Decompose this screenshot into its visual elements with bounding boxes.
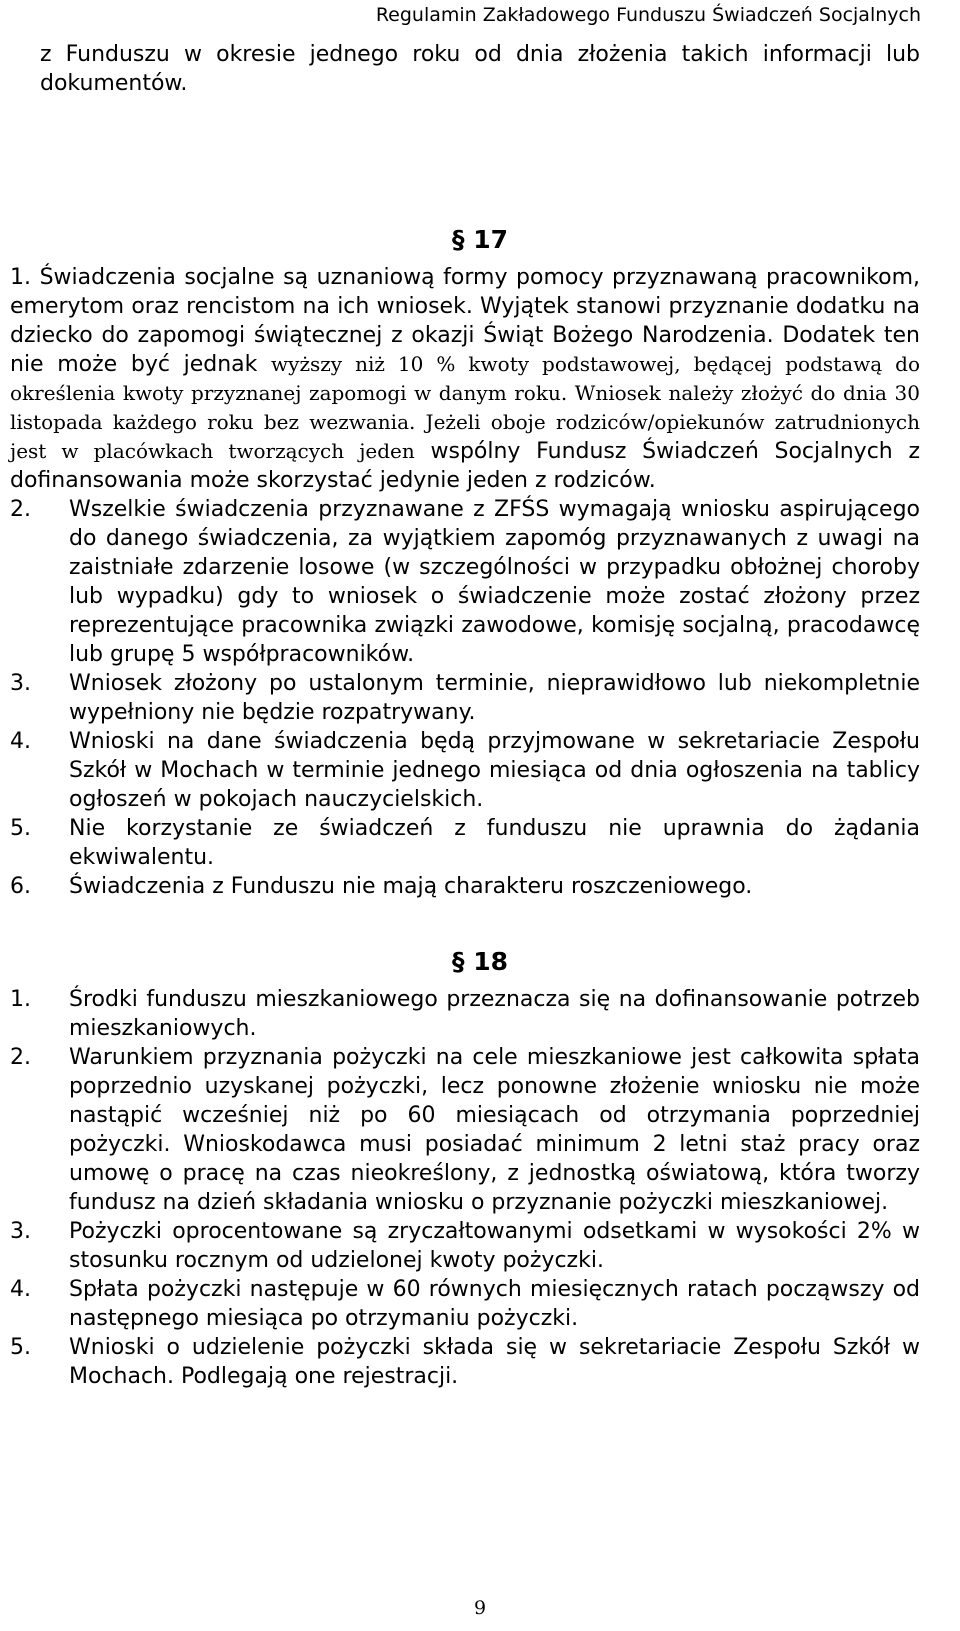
item-number: 4.: [10, 729, 31, 754]
section-17-title: § 17: [452, 225, 508, 254]
item-text: Pożyczki oprocentowane są zryczałtowanymi odsetkami w wysokości 2% w stosunku rocznym od udzielonej kwoty pożyczki.: [69, 1219, 920, 1273]
item-text-sans-end: wspólny Fundusz Świadczeń Socjalnych z dofinansowania może skorzystać jedynie jeden z rodziców.: [10, 439, 921, 493]
item-number: 1.: [10, 987, 31, 1012]
section-18-list: [10, 985, 920, 1391]
item-text: Wnioski na dane świadczenia będą przyjmowane w sekretariacie Zespołu Szkół w Mochach w terminie jednego miesiąca od dnia ogłoszenia na tablicy ogłoszeń w pokojach nauczycielskich.: [69, 729, 920, 812]
item-text-serif: wyższy niż 10 % kwoty podstawowej, będącej podstawą do określenia kwoty przyznanej zapomogi w danym roku. Wniosek należy złożyć do dnia 30 listopada każdego roku bez wezwania. Jeżeli oboje rodziców/opiekunów zatrudnionych jest w placówkach tworzących jeden: [10, 352, 920, 463]
document-body: [10, 40, 921, 1391]
item-number: 2.: [10, 1045, 31, 1070]
item-text: Nie korzystanie ze świadczeń z funduszu nie uprawnia do żądania ekwiwalentu.: [69, 816, 920, 870]
item-text: Spłata pożyczki następuje w 60 równych miesięcznych ratach począwszy od następnego miesiąca po otrzymaniu pożyczki.: [69, 1277, 920, 1331]
item-text: Wniosek złożony po ustalonym terminie, nieprawidłowo lub niekompletnie wypełniony nie będzie rozpatrywany.: [69, 671, 920, 725]
item-text: Wnioski o udzielenie pożyczki składa się w sekretariacie Zespołu Szkół w Mochach. Podlegają one rejestracji.: [69, 1335, 920, 1389]
item-number: 2.: [10, 497, 31, 522]
item-text-sans: Świadczenia socjalne są uznaniową formy pomocy przyznawaną pracownikom, emerytom oraz rencistom na ich wniosek. Wyjątek stanowi przyznanie dodatku na dziecko do zapomogi świątecznej z okazji Świąt Bożego Narodzenia. Dodatek ten nie może być jednak: [10, 265, 920, 377]
item-text: Warunkiem przyznania pożyczki na cele mieszkaniowe jest całkowita spłata poprzednio uzyskanej pożyczki, lecz ponowne złożenie wniosku nie może nastąpić wcześniej niż po 60 miesiącach od otrzymania poprzedniej pożyczki. Wnioskodawca musi posiadać minimum 2 letni staż pracy oraz umowę o pracę na czas nieokreślony, z jednostką oświatową, która tworzy fundusz na dzień składania wniosku o przyznanie pożyczki mieszkaniowej.: [69, 1045, 920, 1215]
intro-paragraph: z Funduszu w okresie jednego roku od dnia złożenia takich informacji lub dokumentów.: [40, 42, 920, 96]
item-text: Świadczenia z Funduszu nie mają charakteru roszczeniowego.: [69, 874, 753, 899]
section-17-item-2: [10, 495, 920, 669]
item-text: Wszelkie świadczenia przyznawane z ZFŚS wymagają wniosku aspirującego do danego świadczenia, za wyjątkiem zapomóg przyznawanych z uwagi na zaistniałe zdarzenie losowe (w szczególności w przypadku obłożnej choroby lub wypadku) gdy to wniosek o świadczenie może zostać złożony przez reprezentujące pracownika związki zawodowe, komisję socjalną, pracodawcę lub grupę 5 współpracowników.: [69, 497, 920, 667]
section-18-title: § 18: [452, 947, 508, 976]
item-number: 3.: [10, 671, 31, 696]
section-17-list: [10, 263, 921, 901]
item-number: 4.: [10, 1277, 31, 1302]
section-17-item-5: [10, 814, 920, 872]
document-header: Regulamin Zakładowego Funduszu Świadczeń Socjalnych: [375, 4, 921, 26]
section-18-item-2: [10, 1043, 920, 1217]
section-18-item-5: [10, 1333, 920, 1391]
item-text: Środki funduszu mieszkaniowego przeznacza się na dofinansowanie potrzeb mieszkaniowych.: [69, 987, 920, 1041]
item-number: 5.: [10, 816, 31, 841]
item-number: 1.: [10, 265, 31, 290]
section-18-item-1: [10, 985, 920, 1043]
section-17-item-1: [10, 263, 920, 495]
item-number: 3.: [10, 1219, 31, 1244]
section-17-item-6: [10, 872, 920, 901]
section-17-item-3: [10, 669, 920, 727]
section-17-item-4: [10, 727, 920, 814]
section-18-item-4: [10, 1275, 920, 1333]
item-number: 6.: [10, 874, 31, 899]
item-number: 5.: [10, 1335, 31, 1360]
section-18-item-3: [10, 1217, 920, 1275]
page-number: 9: [473, 1597, 487, 1619]
